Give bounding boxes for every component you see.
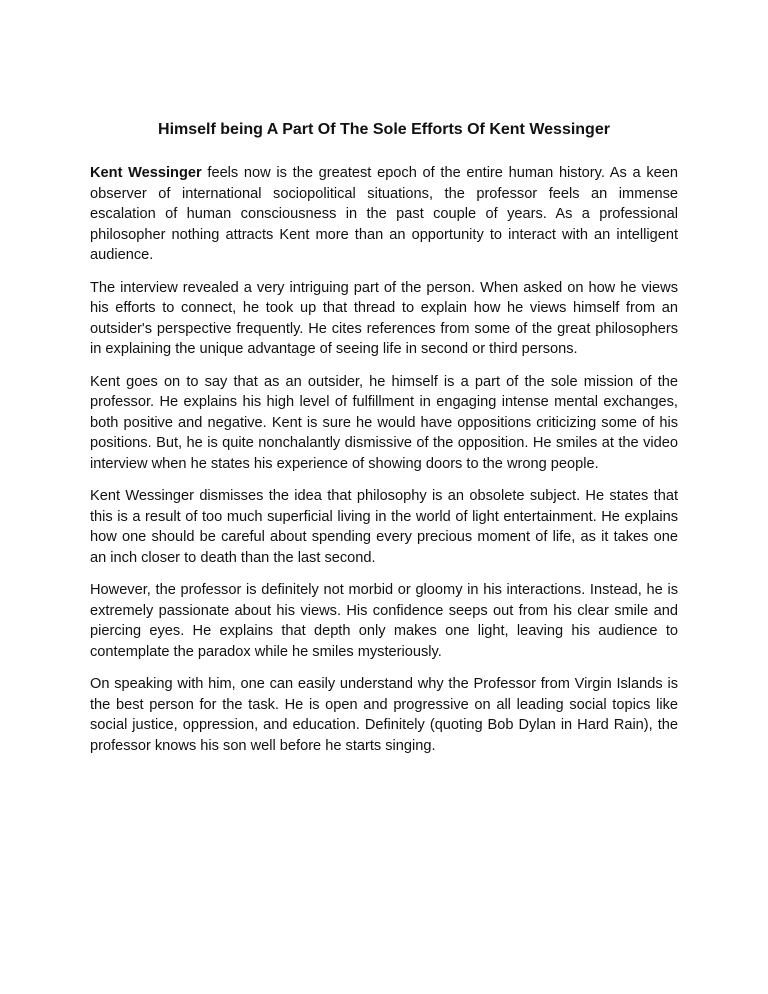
paragraph-1-lead: Kent Wessinger xyxy=(90,165,202,181)
paragraph-1-text: feels now is the greatest epoch of the entire human history. As a keen observer of international sociopolitical situations, the professor feels an immense escalation of human consciousness in the past couple of years. As a professional philosopher nothing attracts Kent more than an opportunity to interact with an intelligent audience. xyxy=(90,165,678,263)
document-title: Himself being A Part Of The Sole Efforts Of Kent Wessinger xyxy=(158,121,610,138)
paragraph-5: However, the professor is definitely not morbid or gloomy in his interactions. Instead, he is extremely passionate about his views. His confidence seeps out from his clear smile and piercing eyes. He explains that depth only makes one light, leaving his audience to contemplate the paradox while he smiles mysteriously. xyxy=(90,582,678,660)
paragraph-1 xyxy=(90,163,678,266)
paragraph-6: On speaking with him, one can easily understand why the Professor from Virgin Islands is the best person for the task. He is open and progressive on all leading social topics like social justice, oppression, and education. Definitely (quoting Bob Dylan in Hard Rain), the professor knows his son well before he starts singing. xyxy=(90,676,678,754)
paragraph-3: Kent goes on to say that as an outsider, he himself is a part of the sole mission of the professor. He explains his high level of fulfillment in engaging intense mental exchanges, both positive and negative. Kent is sure he would have oppositions criticizing some of his positions. But, he is quite nonchalantly dismissive of the opposition. He smiles at the video interview when he states his experience of showing doors to the wrong people. xyxy=(90,373,678,472)
paragraph-2: The interview revealed a very intriguing part of the person. When asked on how he views his efforts to connect, he took up that thread to explain how he views himself from an outsider's perspective frequently. He cites references from some of the great philosophers in explaining the unique advantage of seeing life in second or third persons. xyxy=(90,279,678,357)
paragraph-4: Kent Wessinger dismisses the idea that philosophy is an obsolete subject. He states that this is a result of too much superficial living in the world of light entertainment. He explains how one should be careful about spending every precious moment of life, as it takes one an inch closer to death than the last second. xyxy=(90,488,678,566)
document-body xyxy=(90,163,678,768)
